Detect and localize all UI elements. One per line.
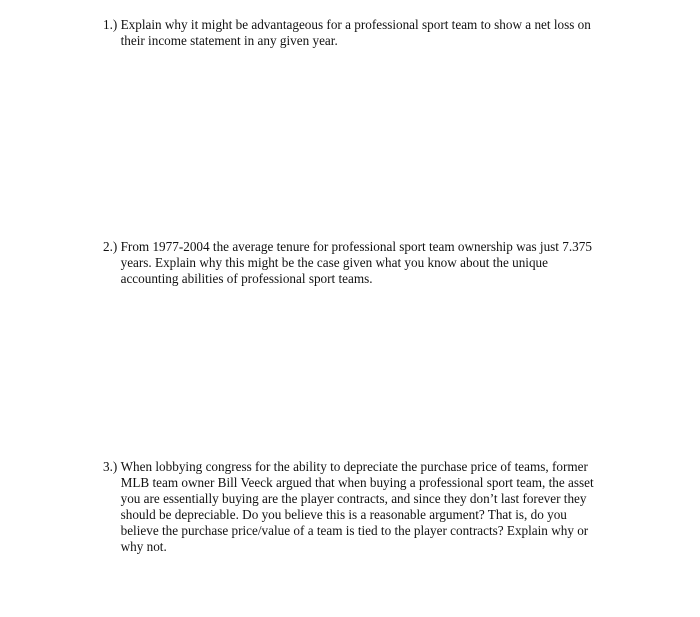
question-1 <box>103 17 623 49</box>
question-1-line: Explain why it might be advantageous for a professional sport team to show a net loss on <box>120 17 591 32</box>
question-2-line: accounting abilities of professional sport teams. <box>120 271 373 286</box>
question-3-line: you are essentially buying are the player contracts, and since they don’t last forever they <box>120 491 587 506</box>
question-2-text <box>121 239 623 287</box>
question-2-number: 2.) <box>103 239 121 254</box>
question-1-line: their income statement in any given year. <box>120 33 338 48</box>
question-3-line: When lobbying congress for the ability to depreciate the purchase price of teams, former <box>120 459 588 474</box>
question-2-line: From 1977-2004 the average tenure for professional sport team ownership was just 7.375 <box>120 239 592 254</box>
question-3-line: MLB team owner Bill Veeck argued that when buying a professional sport team, the asset <box>120 475 594 490</box>
question-2 <box>103 239 623 287</box>
question-1-number: 1.) <box>103 17 121 32</box>
question-3-line: why not. <box>120 539 167 554</box>
question-2-line: years. Explain why this might be the case given what you know about the unique <box>120 255 548 270</box>
question-3 <box>103 459 623 555</box>
question-1-text <box>121 17 623 49</box>
question-3-line: should be depreciable. Do you believe this is a reasonable argument? That is, do you <box>120 507 567 522</box>
question-3-number: 3.) <box>103 459 121 474</box>
question-3-text <box>121 459 623 555</box>
question-3-line: believe the purchase price/value of a team is tied to the player contracts? Explain why or <box>120 523 589 538</box>
